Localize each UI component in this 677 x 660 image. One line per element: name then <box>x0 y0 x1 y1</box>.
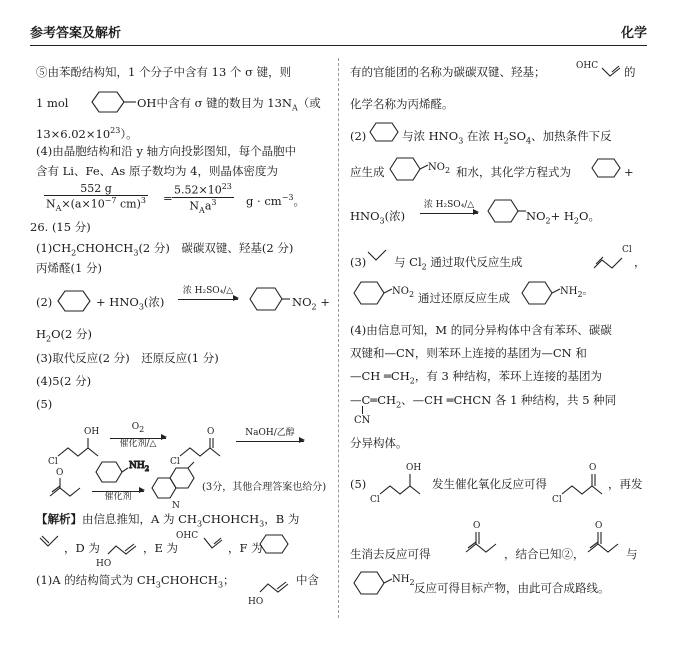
density-unit: $g \cdot cm^{-3}$。 <box>246 193 305 208</box>
quinoline-product-structure <box>148 464 204 511</box>
right-line-4: 应生成 <box>350 165 385 179</box>
header-rule <box>30 45 647 46</box>
reaction-arrow: 浓 H₂SO₄/△ <box>420 200 478 214</box>
svg-text:Cl: Cl <box>622 245 632 255</box>
aniline-structure <box>518 278 562 308</box>
nitro-group: $NO_2$ <box>428 162 451 175</box>
q26-part4: (4)5(2 分) <box>36 374 92 388</box>
analysis-line-3: (1)A 的结构简式为 $CH_3CHOHCH_3$； <box>36 573 235 590</box>
right-line-15: 反应可得目标产物，由此可合成路线。 <box>414 581 610 595</box>
benzene-icon <box>366 120 406 144</box>
right-line-7: 通过还原反应生成 <box>418 291 510 305</box>
synthesis-note: (3分，其他合理答案也给分) <box>202 482 327 493</box>
right-line-13-end: ，再发 <box>608 477 643 491</box>
left-line-2: 1 mol <box>36 96 69 110</box>
svg-text:OHC: OHC <box>176 531 199 541</box>
svg-text:O: O <box>473 521 481 531</box>
comma: ， <box>634 255 646 269</box>
analysis-E: ，E 为 <box>143 541 179 555</box>
left-line-3: $13\times 6.02\times 10^{23}$）。 <box>36 126 138 141</box>
nitro-group: $NO_2$ + <box>292 295 330 312</box>
right-line-9: 双键和—CN，则苯环上连接的基团为—CN 和 <box>350 346 587 360</box>
svg-text:N: N <box>172 501 180 511</box>
analysis-D: ，D 为 <box>64 541 100 555</box>
svg-text:NH2: $NH_2$ <box>129 461 150 473</box>
svg-text:Cl: Cl <box>170 457 180 467</box>
enone-structure <box>584 514 628 558</box>
acrolein-structure-E <box>176 528 230 558</box>
right-line-14b: ，结合已知②， <box>504 547 585 561</box>
nitrobenzene-icon <box>484 196 528 226</box>
right-line-1: 有的官能团的名称为碳碳双键、羟基； <box>350 65 546 79</box>
allyl-alcohol-structure <box>248 570 298 608</box>
q26-part2-reagent: + $HNO_3$(浓) <box>96 295 165 312</box>
svg-text:O: O <box>207 427 215 437</box>
analysis-contains: 中含 <box>296 573 319 587</box>
q26-part3: (3)取代反应(2 分) 还原反应(1 分) <box>36 351 219 365</box>
enone-structure <box>462 514 506 558</box>
q26-part5: (5) <box>36 397 53 411</box>
density-fraction-2: $5.52\times 10^{23}$ $N_Aa^3$ <box>174 182 232 215</box>
benzene-icon <box>588 156 628 180</box>
right-line-6: 与 $Cl_2$ 通过取代反应生成 <box>394 255 523 272</box>
right-line-3-label: (2) <box>350 129 367 143</box>
enone-structure <box>46 466 92 506</box>
nitrobenzene-icon <box>386 154 430 184</box>
svg-text:O: O <box>589 463 597 473</box>
equals-sign: = <box>163 191 173 205</box>
reaction-arrow: 浓 H₂SO₄/△ <box>178 286 238 300</box>
right-line-5: $HNO_3$(浓) <box>350 209 406 226</box>
right-line-13: 发生催化氧化反应可得 <box>432 477 547 491</box>
svg-text:Cl: Cl <box>370 495 380 505</box>
aniline-structure <box>92 458 148 486</box>
amino-group: $NH_2$。 <box>560 286 593 299</box>
nitrobenzene-icon <box>350 278 394 308</box>
allyl-alcohol-structure-D <box>96 530 146 568</box>
svg-text:HO: HO <box>248 597 264 607</box>
column-divider <box>338 58 339 618</box>
right-line-14-end: 与 <box>626 547 638 561</box>
analysis-F: ，F 为 <box>228 541 263 555</box>
header-subject: 化学 <box>620 26 647 41</box>
right-line-4b: 和水，其化学方程式为 <box>456 165 571 179</box>
allyl-chloride-structure <box>592 240 638 274</box>
svg-text:HO: HO <box>96 559 112 569</box>
propene-structure <box>366 248 394 266</box>
left-line-5: 含有 Li、Fe、As 原子数均为 4，则晶体密度为 <box>36 164 278 178</box>
right-line-13-label: (5) <box>350 477 367 491</box>
right-line-11: $—C═CH_2$、—CH ═CHCN 各 1 种结构，共 5 种同 <box>350 393 617 410</box>
question-26: 26. (15 分) <box>30 220 91 234</box>
q26-part2-water: $H_2O(2$ 分) <box>36 327 92 344</box>
nitro-group: $NO_2$ <box>392 286 415 299</box>
q26-part1: $(1)CH_2CHOHCH_3(2$ 分) 碳碳双键、羟基(2 分) <box>36 241 294 258</box>
svg-text:OH: OH <box>406 463 422 473</box>
cyano-group: CN <box>354 415 371 426</box>
right-line-6-label: (3) <box>350 255 367 269</box>
q26-part1-name: 丙烯醛(1 分) <box>36 261 102 275</box>
left-line-4: (4)由晶胞结构和沿 y 轴方向投影图知，每个晶胞中 <box>36 144 297 158</box>
benzene-icon <box>256 532 296 556</box>
benzene-icon <box>54 288 94 314</box>
density-fraction-1: $\frac{552 g}{N_A\times(a\times 10^{-7} cm)^3}$ <box>46 182 146 213</box>
benzene-icon <box>84 89 134 115</box>
chloro-alcohol-structure <box>370 456 430 504</box>
q26-part2-label: (2) <box>36 295 53 309</box>
svg-text:OH: OH <box>84 427 100 437</box>
plus-sign: + <box>624 165 634 179</box>
aniline-structure <box>350 568 394 598</box>
right-line-2: 化学名称为丙烯醛。 <box>350 97 454 111</box>
right-line-3: 与浓 $HNO_3$ 在浓 $H_2SO_4$、加热条件下反 <box>402 129 612 146</box>
chloro-ketone-structure <box>552 456 612 504</box>
amino-group: $NH_2$ <box>392 574 415 587</box>
elimination-arrow: NaOH/乙醇 <box>236 428 304 442</box>
page-header <box>30 22 647 44</box>
svg-text:Cl: Cl <box>48 457 58 467</box>
oxidation-arrow: O2 催化剂/△ <box>110 422 166 449</box>
catalyst-arrow: 催化剂 <box>92 488 144 502</box>
right-line-10: —CH $═CH_2$，有 3 种结构，苯环上连接的基团为 <box>350 369 602 386</box>
right-line-8: (4)由信息可知，M 的同分异构体中含有苯环、碳碳 <box>350 323 612 337</box>
nitrobenzene-icon <box>246 284 290 314</box>
analysis-line-1: 【解析】由信息推知，A 为 $CH_3CHOHCH_3$，B 为 <box>36 512 300 529</box>
left-line-2b: OH中含有 σ 键的数目为 $13N_A$（或 <box>137 96 321 113</box>
right-line-5-end: $NO_2+ H_2O$。 <box>526 209 600 226</box>
svg-text:Cl: Cl <box>552 495 562 505</box>
svg-text:OHC: OHC <box>576 61 599 71</box>
right-line-1-end: 的 <box>624 65 636 79</box>
svg-text:O: O <box>56 468 64 478</box>
right-line-14: 生消去反应可得 <box>350 547 431 561</box>
svg-text:O: O <box>595 521 603 531</box>
right-line-12: 分异构体。 <box>350 436 408 450</box>
left-line-1: ⑤由苯酚结构知，1 个分子中含有 13 个 σ 键，则 <box>36 65 292 79</box>
chloro-ketone-structure <box>170 420 230 466</box>
header-title: 参考答案及解析 <box>30 26 122 41</box>
